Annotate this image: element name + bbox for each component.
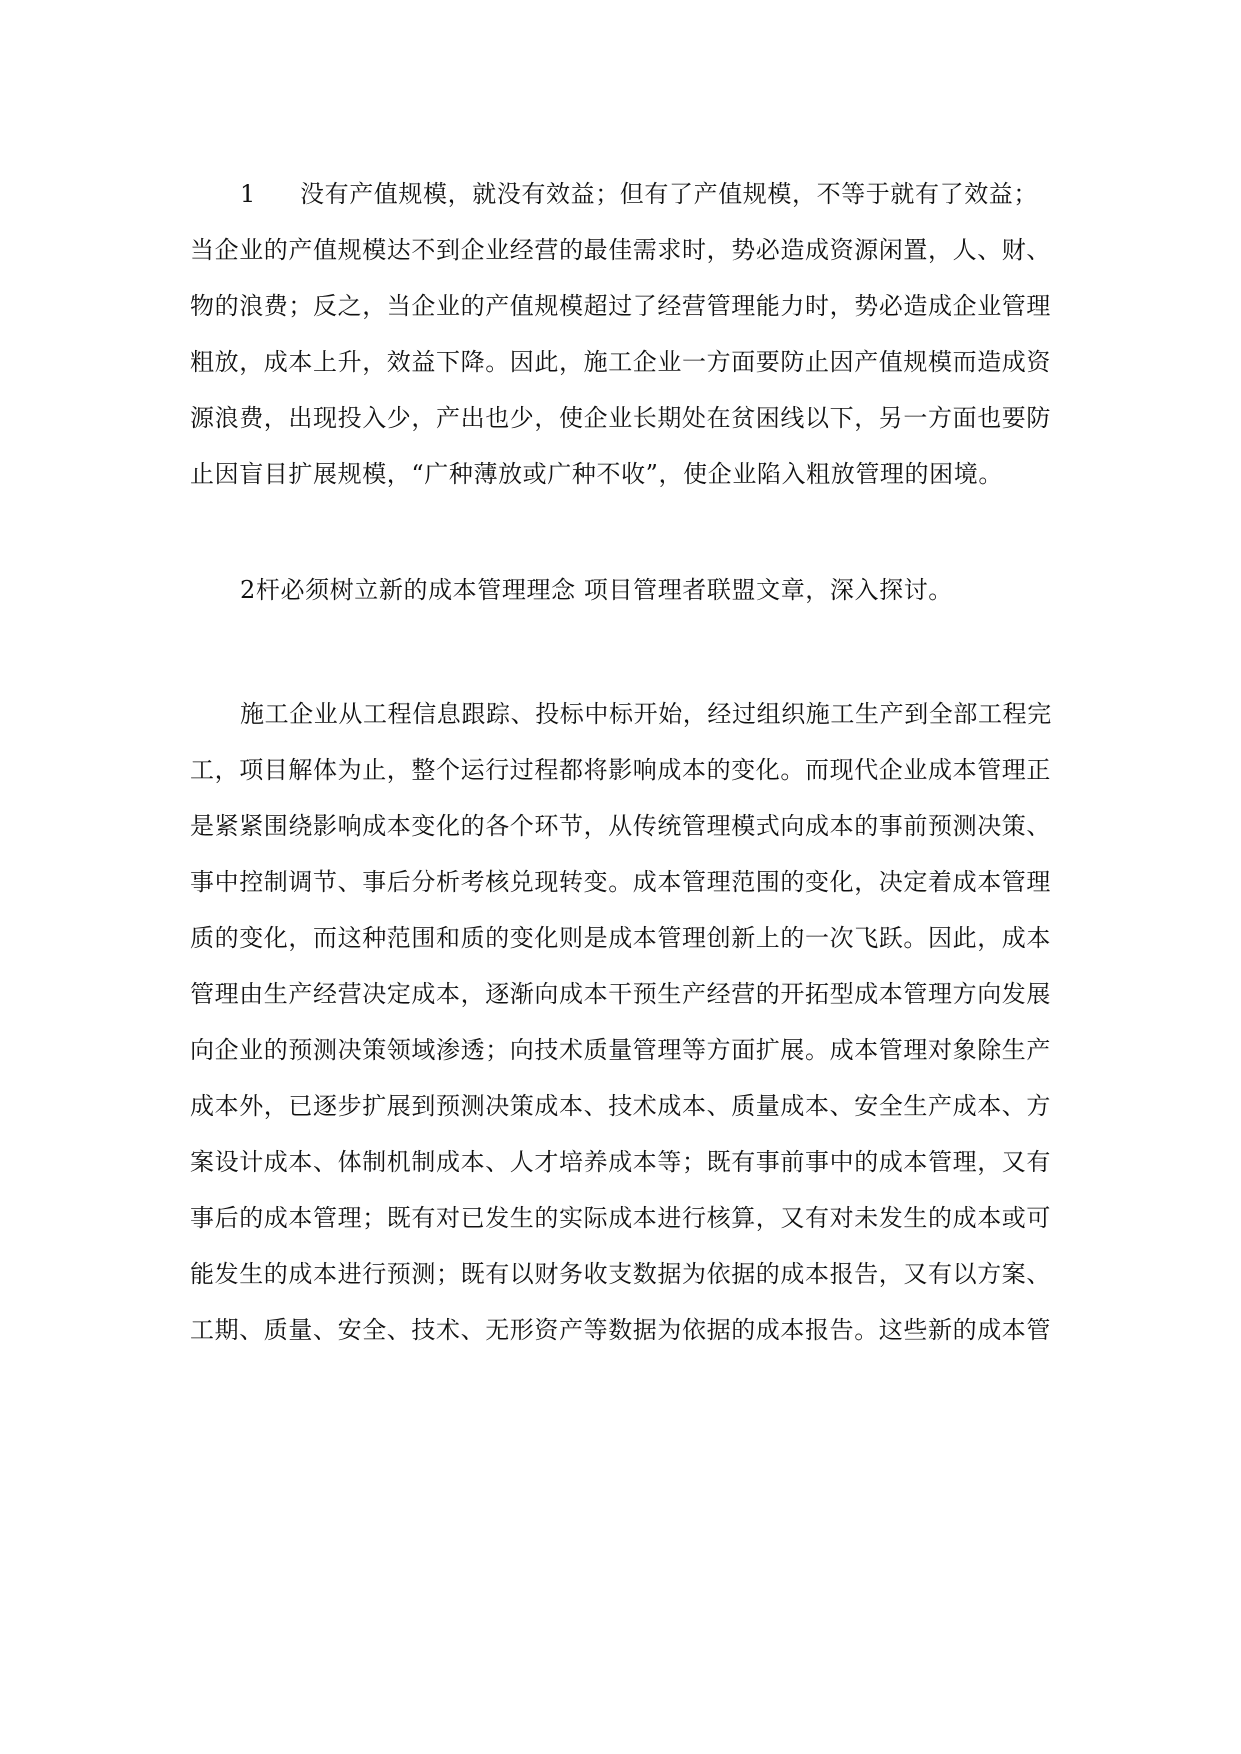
paragraph-1-line-1-text: 没有产值规模，就没有效益；但有了产值规模，不等于就有了效益； bbox=[300, 180, 1038, 208]
paragraph-3-line-7: 向企业的预测决策领域渗透；向技术质量管理等方面扩展。成本管理对象除生产 bbox=[190, 1036, 1051, 1064]
paragraph-1-line-3: 物的浪费；反之，当企业的产值规模超过了经营管理能力时，势必造成企业管理 bbox=[190, 292, 1051, 320]
paragraph-number: 1 bbox=[240, 180, 256, 208]
paragraph-3-line-9: 案设计成本、体制机制成本、人才培养成本等；既有事前事中的成本管理，又有 bbox=[190, 1148, 1051, 1176]
paragraph-1-line-5: 源浪费，出现投入少，产出也少，使企业长期处在贫困线以下，另一方面也要防 bbox=[190, 404, 1051, 432]
paragraph-3-line-2: 工，项目解体为止，整个运行过程都将影响成本的变化。而现代企业成本管理正 bbox=[190, 756, 1051, 784]
paragraph-3-line-5: 质的变化，而这种范围和质的变化则是成本管理创新上的一次飞跃。因此，成本 bbox=[190, 924, 1051, 952]
paragraph-1-line-2: 当企业的产值规模达不到企业经营的最佳需求时，势必造成资源闲置，人、财、 bbox=[190, 236, 1051, 264]
paragraph-3-line-10: 事后的成本管理；既有对已发生的实际成本进行核算，又有对未发生的成本或可 bbox=[190, 1204, 1051, 1232]
paragraph-3-line-1: 施工企业从工程信息跟踪、投标中标开始，经过组织施工生产到全部工程完 bbox=[240, 700, 1052, 728]
paragraph-1-line-1 bbox=[240, 178, 1120, 210]
paragraph-3-line-4: 事中控制调节、事后分析考核兑现转变。成本管理范围的变化，决定着成本管理 bbox=[190, 868, 1051, 896]
paragraph-3-line-12: 工期、质量、安全、技术、无形资产等数据为依据的成本报告。这些新的成本管 bbox=[190, 1316, 1051, 1344]
section-heading-2: 2杆必须树立新的成本管理理念 项目管理者联盟文章，深入探讨。 bbox=[240, 576, 953, 604]
paragraph-3-line-3: 是紧紧围绕影响成本变化的各个环节，从传统管理模式向成本的事前预测决策、 bbox=[190, 812, 1051, 840]
paragraph-3-line-6: 管理由生产经营决定成本，逐渐向成本干预生产经营的开拓型成本管理方向发展 bbox=[190, 980, 1051, 1008]
paragraph-1-line-4: 粗放，成本上升，效益下降。因此，施工企业一方面要防止因产值规模而造成资 bbox=[190, 348, 1051, 376]
paragraph-3-line-8: 成本外，已逐步扩展到预测决策成本、技术成本、质量成本、安全生产成本、方 bbox=[190, 1092, 1051, 1120]
paragraph-3-line-11: 能发生的成本进行预测；既有以财务收支数据为依据的成本报告，又有以方案、 bbox=[190, 1260, 1051, 1288]
paragraph-1-line-6: 止因盲目扩展规模，“广种薄放或广种不收”，使企业陷入粗放管理的困境。 bbox=[190, 460, 1003, 488]
